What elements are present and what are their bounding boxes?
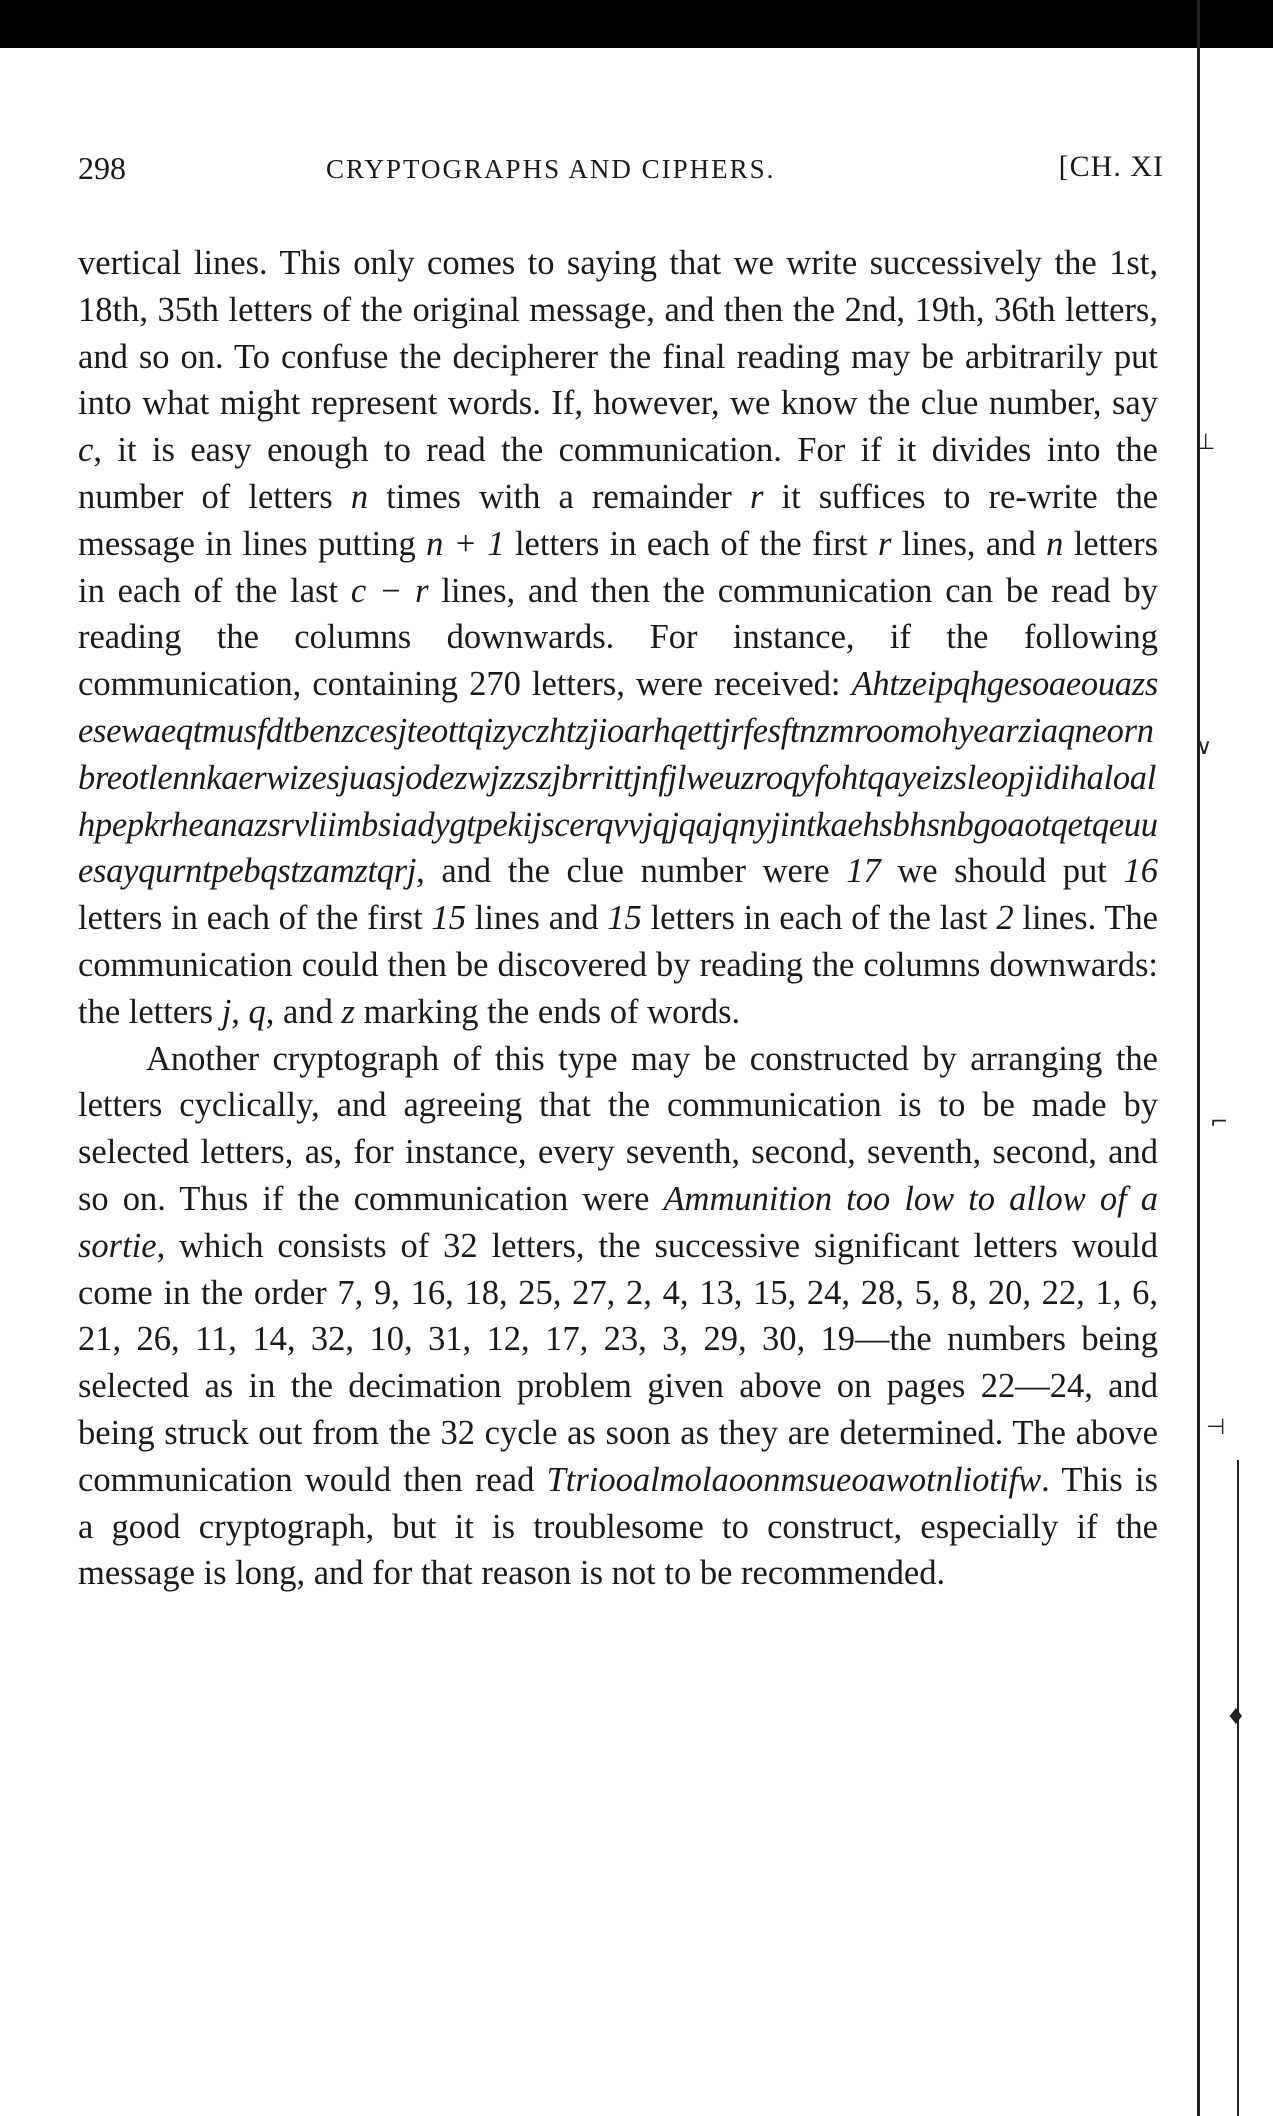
example-message: Ammunition too low to allow of a sortie	[78, 1179, 1158, 1265]
text-run: , it is easy enough to read the communication. For if it divides into the number of letters	[78, 431, 1158, 516]
math-variable: r	[877, 524, 892, 563]
math-variable: r	[749, 477, 764, 516]
letter-variable: z	[341, 992, 355, 1031]
text-run: letters in each of the last	[641, 899, 997, 938]
text-run: we should put	[880, 852, 1124, 891]
body-text	[78, 240, 1158, 1597]
text-run: , and	[265, 992, 342, 1031]
paragraph-columnar-cipher	[78, 240, 1158, 1036]
text-run: lines. The communication could then be discovered by reading the columns downwards: the letters	[78, 899, 1158, 1031]
chapter-reference: [CH. XI	[1058, 150, 1164, 183]
text-run: , and the clue number were	[416, 852, 847, 891]
text-run: marking the ends of words.	[354, 992, 741, 1031]
running-header	[78, 140, 1164, 200]
numeral-italic: 2	[996, 899, 1014, 938]
margin-tick-mark: ⌐	[1210, 1110, 1229, 1135]
math-expression: n + 1	[426, 524, 505, 563]
letter-variable: q	[248, 992, 266, 1031]
margin-tick-mark: ♦	[1226, 1705, 1246, 1730]
book-page	[78, 140, 1164, 1597]
text-run: Another cryptograph of this type may be constructed by arranging the letters cyclically, and agreeing that the communication is to be made by selected letters, as, for instance, every seventh, second, seventh, second, and so on. Thus if the communication were	[78, 1039, 1158, 1218]
text-run: letters in each of the first	[504, 524, 878, 563]
text-run: letters in each of the last	[78, 524, 1159, 610]
math-expression: c − r	[350, 571, 429, 610]
cipher-text: Ahtzeipqhgesoaeouazsesewaeqtmusfdtbenzcesjteottqizyczhtzjioarhqettjrfesftnzmroomohyearziaqneornbreotlennkaerwizesjuasjodezwjzzszjbrrittjnfjlweuzroqyfohtqayeizsleopjidihaloalhpepkrheanazsrvliimbsiadygtpekijscerqvvjqjqajqnyjintkaehsbhsnbgoaotqetqeuuesayqurntpebqstzamztqrj	[78, 665, 1158, 891]
scan-right-margin-rule	[1197, 0, 1200, 2116]
math-variable: n	[350, 477, 369, 516]
text-run: it suffices to re-write the message in lines putting	[78, 477, 1159, 563]
text-run: lines and	[465, 899, 608, 938]
text-run: lines, and then the communication can be read by reading the columns downwards. For instance, if the following communication, containing 270 letters, were received:	[78, 571, 1158, 704]
math-variable: c	[78, 431, 94, 470]
math-variable: n	[1046, 524, 1064, 563]
text-run: , which consists of 32 letters, the successive significant letters would come in the order 7, 9, 16, 18, 25, 27, 2, 4, 13, 15, 24, 28, 5, 8, 20, 22, 1, 6, 21, 26, 11, 14, 32, 10, 31, 12, 17, 23, 3, 29, 30, 19—the numbers being selected as in the decimation problem given above on pages 22—24, and being struck out from the 32 cycle as soon as they are determined. The above communication would then read	[78, 1226, 1158, 1499]
numeral-italic: 15	[431, 899, 466, 938]
text-run: lines, and	[891, 524, 1047, 563]
enciphered-result: Ttriooalmolaoonmsueoawotnliotifw	[546, 1460, 1042, 1499]
numeral-italic: 17	[846, 852, 881, 891]
text-run: ,	[231, 992, 249, 1031]
text-run: times with a remainder	[368, 477, 750, 516]
numeral-italic: 16	[1123, 852, 1158, 891]
margin-tick-mark: ⊣	[1206, 1415, 1226, 1440]
numeral-italic: 15	[607, 899, 642, 938]
page-number: 298	[78, 150, 126, 186]
scan-right-margin-rule-secondary	[1237, 1460, 1239, 2116]
margin-tick-mark: ∨	[1196, 735, 1213, 760]
margin-tick-mark: ⊥	[1196, 430, 1216, 455]
text-run: letters in each of the first	[78, 899, 432, 938]
letter-variable: j	[221, 992, 232, 1031]
text-run: . This is a good cryptograph, but it is troublesome to construct, especially if the message is long, and for that reason is not to be recommended.	[78, 1460, 1158, 1593]
running-title: CRYPTOGRAPHS AND CIPHERS.	[326, 154, 776, 184]
text-run: vertical lines. This only comes to saying that we write successively the 1st, 18th, 35th letters of the original message, and then the 2nd, 19th, 36th letters, and so on. To confuse the decipherer the final reading may be arbitrarily put into what might represent words. If, however, we know the clue number, say	[78, 244, 1158, 423]
scan-top-border	[0, 0, 1273, 48]
paragraph-cyclic-cipher	[78, 1036, 1158, 1598]
